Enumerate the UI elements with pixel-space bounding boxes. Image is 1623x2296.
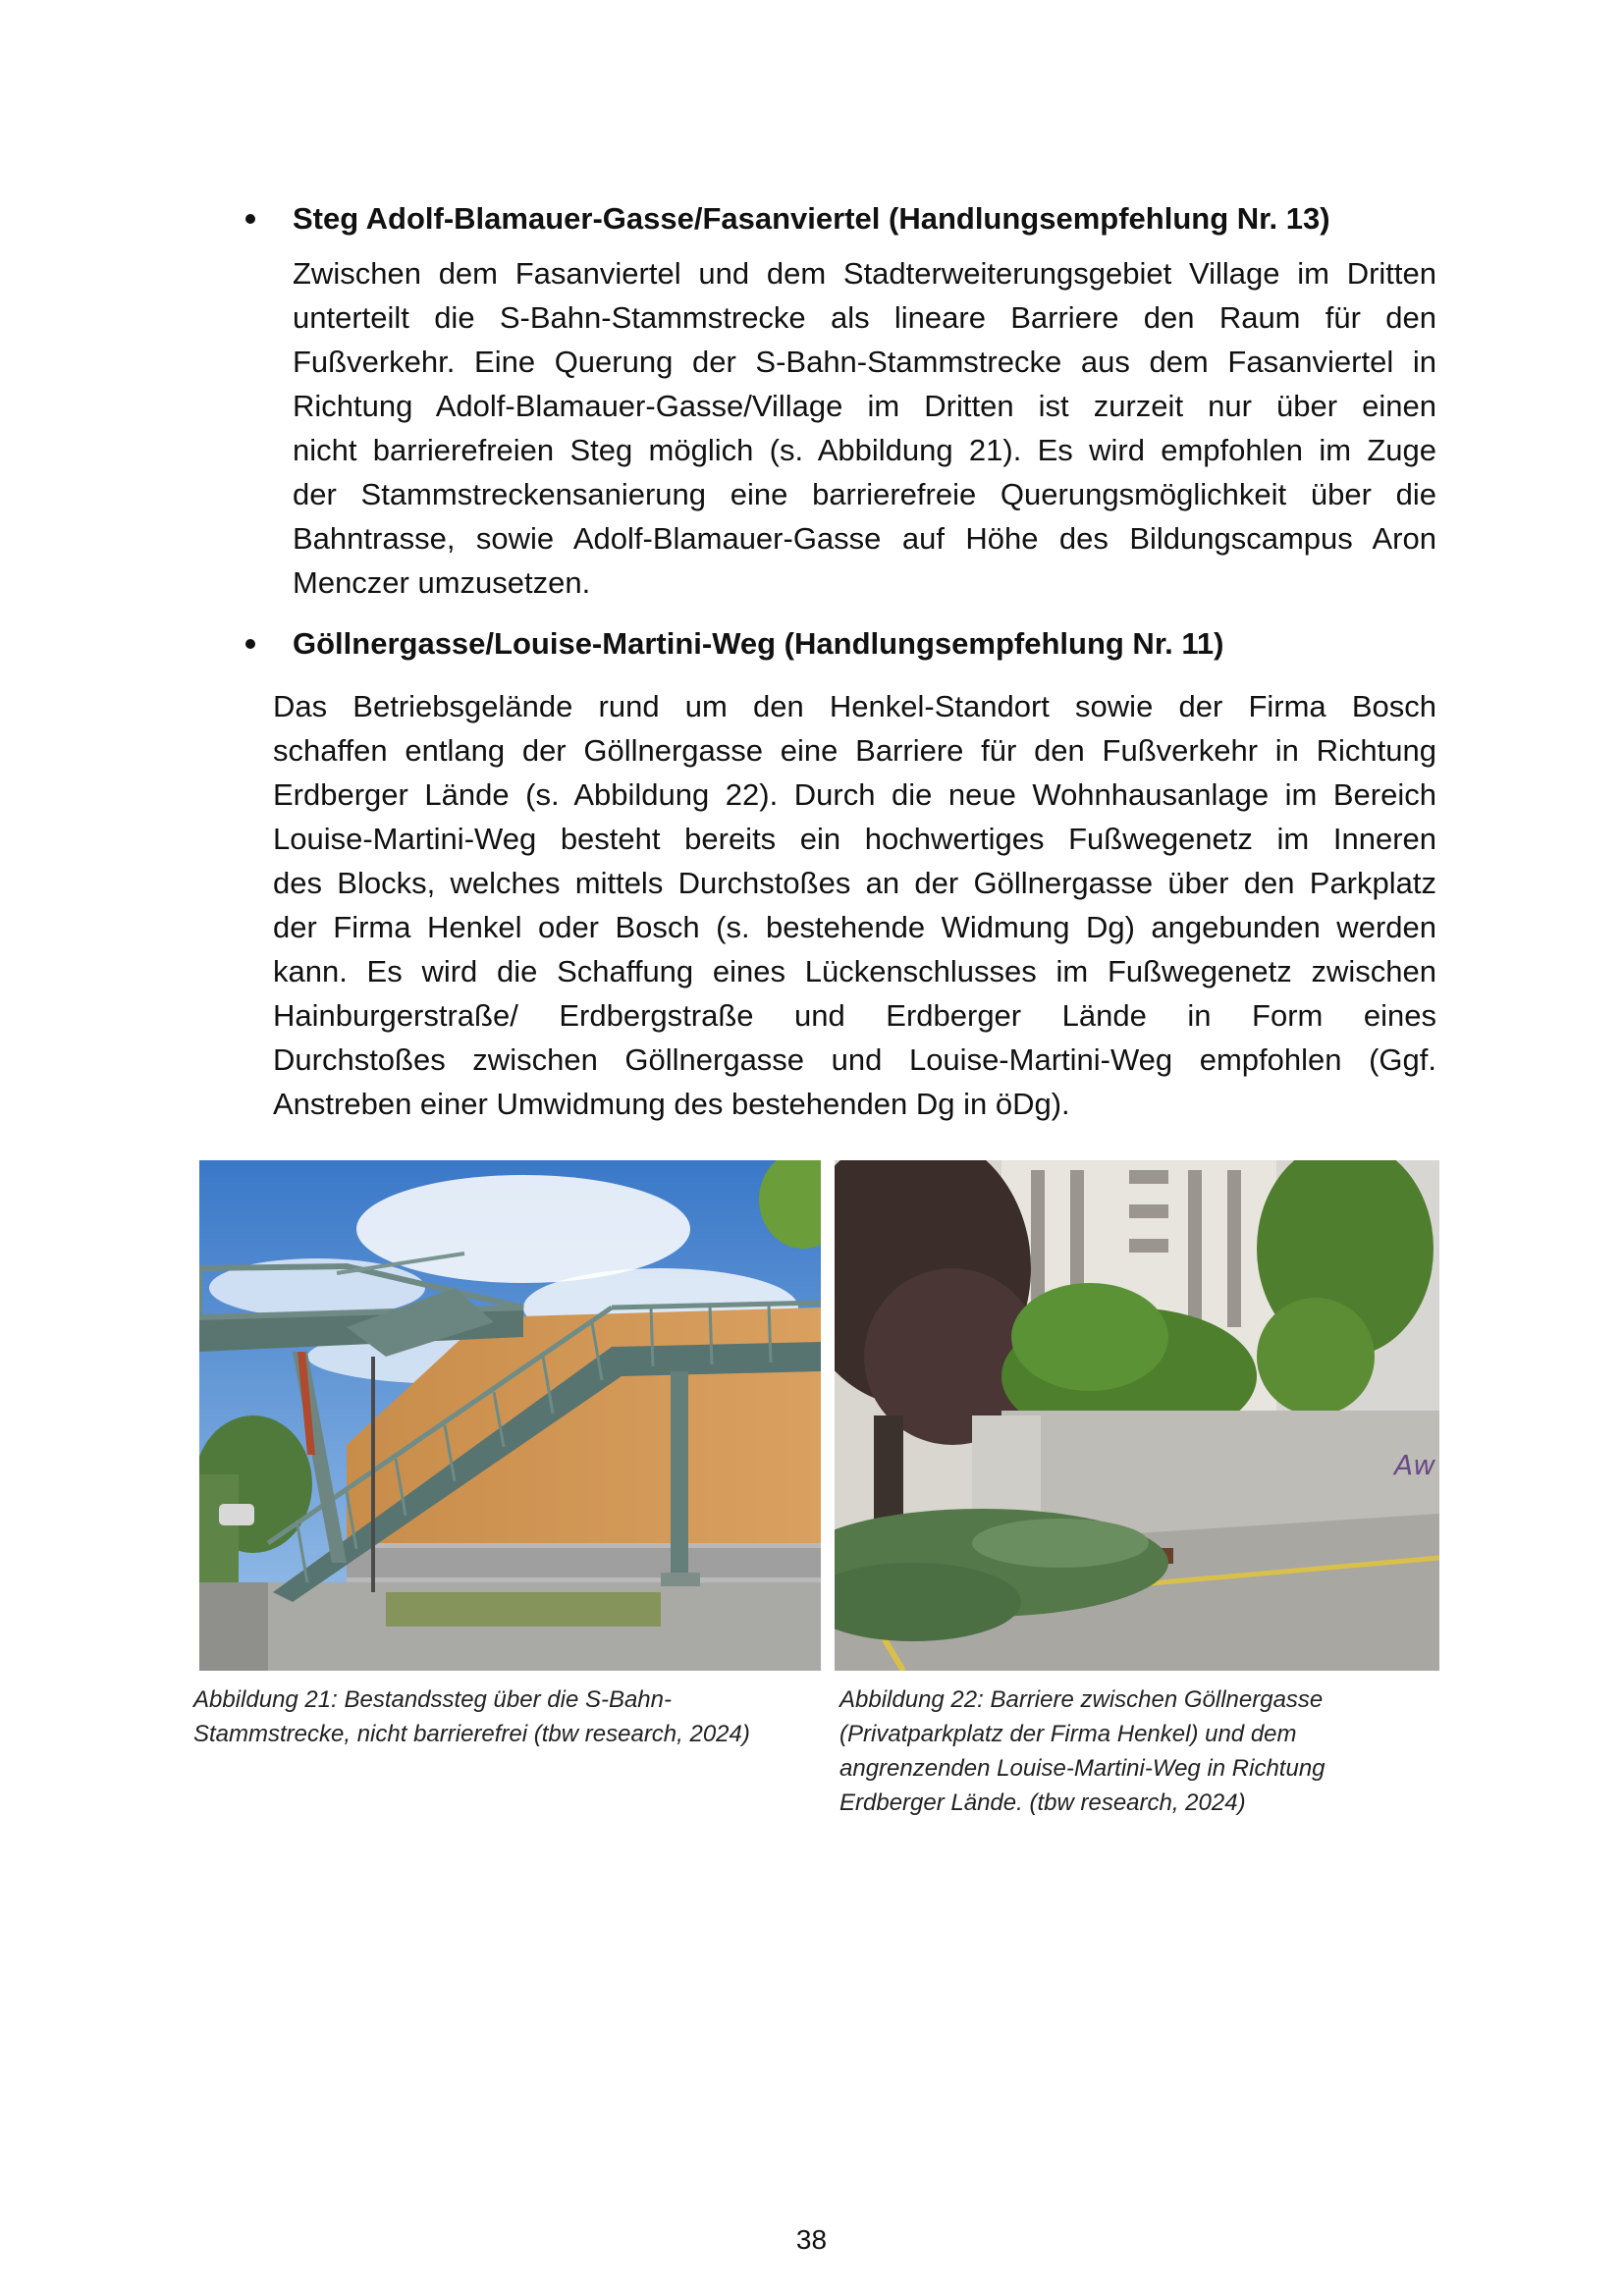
footbridge-illustration <box>199 1160 821 1671</box>
graffiti-icon: Aw <box>1394 1449 1436 1481</box>
bullet-icon <box>245 639 255 649</box>
parking-wall-illustration <box>835 1160 1439 1671</box>
paragraph-line: Zwischen dem Fasanviertel und dem Stadterweiterungsgebiet Village im Dritten <box>293 256 1436 291</box>
paragraph-line: Fußverkehr. Eine Querung der S-Bahn-Stammstrecke aus dem Fasanviertel in <box>293 345 1436 379</box>
caption-line: angrenzenden Louise-Martini-Weg in Richtung <box>839 1755 1325 1782</box>
paragraph-line: Das Betriebsgelände rund um den Henkel-Standort sowie der Firma Bosch <box>273 689 1436 723</box>
paragraph-line: schaffen entlang der Göllnergasse eine Barriere für den Fußverkehr in Richtung <box>273 733 1436 768</box>
paragraph-line: der Stammstreckensanierung eine barrierefreie Querungsmöglichkeit über die <box>293 477 1436 511</box>
caption-line: (Privatparkplatz der Firma Henkel) und dem <box>839 1721 1297 1747</box>
section-heading: Steg Adolf-Blamauer-Gasse/Fasanviertel (Handlungsempfehlung Nr. 13) <box>293 201 1330 236</box>
paragraph-line: Louise-Martini-Weg besteht bereits ein hochwertiges Fußwegenetz im Inneren <box>273 822 1436 856</box>
page-number: 38 <box>795 2224 828 2255</box>
paragraph-line: Hainburgerstraße/ Erdbergstraße und Erdberger Lände in Form eines <box>273 998 1436 1033</box>
caption-line: Stammstrecke, nicht barrierefrei (tbw research, 2024) <box>193 1721 750 1747</box>
paragraph-line: Anstreben einer Umwidmung des bestehenden Dg in öDg). <box>273 1087 1070 1121</box>
paragraph-line: nicht barrierefreien Steg möglich (s. Abbildung 21). Es wird empfohlen im Zuge <box>293 433 1436 467</box>
paragraph-line: der Firma Henkel oder Bosch (s. bestehende Widmung Dg) angebunden werden <box>273 910 1436 944</box>
paragraph-line: des Blocks, welches mittels Durchstoßes an der Göllnergasse über den Parkplatz <box>273 866 1436 900</box>
section-heading: Göllnergasse/Louise-Martini-Weg (Handlungsempfehlung Nr. 11) <box>293 626 1224 661</box>
paragraph-line: Bahntrasse, sowie Adolf-Blamauer-Gasse auf Höhe des Bildungscampus Aron <box>293 521 1436 556</box>
paragraph-line: Richtung Adolf-Blamauer-Gasse/Village im Dritten ist zurzeit nur über einen <box>293 389 1436 423</box>
paragraph-line: Erdberger Lände (s. Abbildung 22). Durch die neue Wohnhausanlage im Bereich <box>273 777 1436 812</box>
section-paragraph <box>273 684 1436 1126</box>
caption-line: Abbildung 21: Bestandssteg über die S-Bahn- <box>193 1686 672 1713</box>
caption-line: Erdberger Lände. (tbw research, 2024) <box>839 1789 1246 1816</box>
figure-22-photo <box>835 1160 1439 1671</box>
section-paragraph <box>293 251 1436 605</box>
bullet-icon <box>245 214 255 224</box>
paragraph-line: Menczer umzusetzen. <box>293 565 591 600</box>
figure-22-caption <box>839 1682 1325 1820</box>
paragraph-line: kann. Es wird die Schaffung eines Lückenschlusses im Fußwegenetz zwischen <box>273 954 1436 988</box>
paragraph-line: Durchstoßes zwischen Göllnergasse und Louise-Martini-Weg empfohlen (Ggf. <box>273 1042 1436 1077</box>
figure-21-photo <box>199 1160 821 1671</box>
paragraph-line: unterteilt die S-Bahn-Stammstrecke als lineare Barriere den Raum für den <box>293 300 1436 335</box>
figure-21-caption <box>193 1682 750 1751</box>
caption-line: Abbildung 22: Barriere zwischen Göllnergasse <box>839 1686 1324 1713</box>
